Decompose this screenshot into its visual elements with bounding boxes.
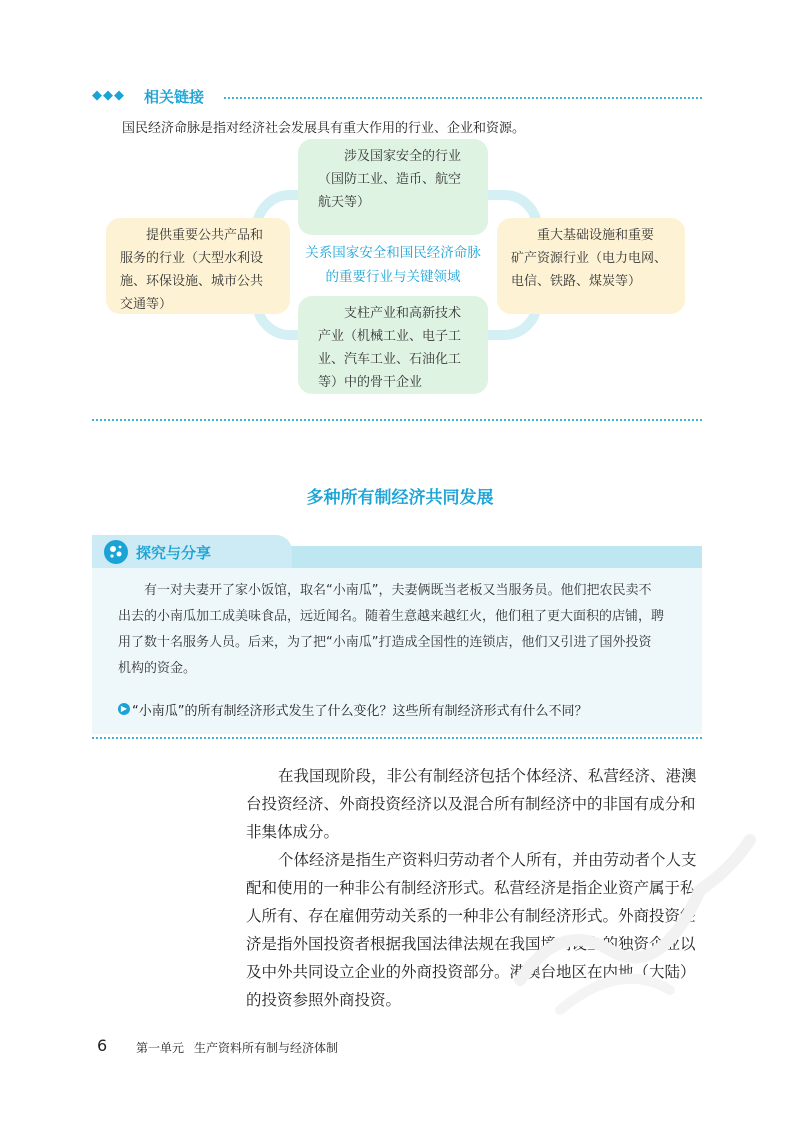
center-line: 关系国家安全和国民经济命脉 [305, 245, 481, 261]
play-arrow-icon: ▶ [118, 703, 130, 715]
text-line: 台投资经济、外商投资经济以及混合所有制经济中的非国有成分和 [246, 795, 696, 813]
dotted-divider [92, 419, 702, 421]
diagram-box-national-security [298, 139, 488, 235]
dotted-divider [224, 97, 702, 99]
box-line: 支柱产业和高新技术 [344, 306, 462, 321]
diamond-icon: ◆◆◆ [92, 88, 125, 103]
watermark-decoration [500, 800, 760, 1020]
related-links-title: 相关链接 [144, 88, 205, 106]
explore-share-paragraph [118, 578, 688, 682]
unit-label: 第一单元 [136, 1041, 185, 1055]
box-line: 交通等） [120, 297, 173, 312]
box-line: 服务的行业（大型水利设 [120, 251, 264, 266]
paragraph-line: 机构的资金。 [118, 661, 197, 676]
box-line: 提供重要公共产品和 [146, 228, 264, 243]
box-line: 等）中的骨干企业 [318, 375, 423, 390]
explore-share-question: “小南瓜”的所有制经济形式发生了什么变化？这些所有制经济形式有什么不同？ [132, 704, 588, 719]
box-line: 业、汽车工业、石油化工 [318, 352, 462, 367]
diagram-center-title [298, 241, 488, 289]
text-line: 个体经济是指生产资料归劳动者个人所有，并由劳动者个人支 [278, 851, 697, 869]
center-line: 的重要行业与关键领域 [325, 269, 461, 285]
text-line: 人所有、存在雇佣劳动关系的一种非公有制经济形式。外商投资经 [246, 907, 696, 925]
text-line: 非集体成分。 [246, 823, 340, 841]
explore-share-title: 探究与分享 [136, 544, 212, 562]
diagram-box-pillar-industries [298, 296, 488, 394]
unit-title: 生产资料所有制与经济体制 [194, 1041, 339, 1055]
box-line: 航天等） [318, 195, 371, 210]
box-line: （国防工业、造币、航空 [318, 172, 462, 187]
paragraph-line: 用了数十名服务人员。后来，为了把“小南瓜”打造成全国性的连锁店，他们又引进了国外投资 [118, 635, 652, 650]
text-line: 的投资参照外商投资。 [246, 991, 402, 1009]
text-line: 在我国现阶段，非公有制经济包括个体经济、私营经济、港澳 [278, 767, 697, 785]
diagram-box-public-goods [106, 218, 290, 314]
text-line: 济是指外国投资者根据我国法律法规在我国境内设立的独资企业以 [246, 935, 696, 953]
molecule-icon [104, 540, 128, 564]
paragraph-line: 出去的小南瓜加工成美味食品，远近闻名。随着生意越来越红火，他们租了更大面积的店铺，聘 [118, 609, 665, 624]
page-number: 6 [97, 1036, 108, 1055]
related-links-intro: 国民经济命脉是指对经济社会发展具有重大作用的行业、企业和资源。 [122, 121, 526, 136]
box-line: 施、环保设施、城市公共 [120, 274, 264, 289]
box-line: 涉及国家安全的行业 [344, 149, 462, 164]
box-line: 产业（机械工业、电子工 [318, 329, 462, 344]
text-line: 配和使用的一种非公有制经济形式。私营经济是指企业资产属于私 [246, 879, 696, 897]
box-line: 矿产资源行业（电力电网、 [511, 251, 668, 266]
box-line: 重大基础设施和重要 [537, 228, 655, 243]
dotted-divider [92, 737, 702, 739]
related-links-header [92, 86, 702, 108]
diagram-box-infrastructure [497, 218, 685, 314]
box-line: 电信、铁路、煤炭等） [511, 274, 642, 289]
section-title: 多种所有制经济共同发展 [306, 488, 494, 508]
paragraph-line: 有一对夫妻开了家小饭馆，取名“小南瓜”，夫妻俩既当老板又当服务员。他们把农民卖不 [144, 583, 652, 598]
text-line: 及中外共同设立企业的外商投资部分。港澳台地区在内地（大陆） [246, 963, 696, 981]
